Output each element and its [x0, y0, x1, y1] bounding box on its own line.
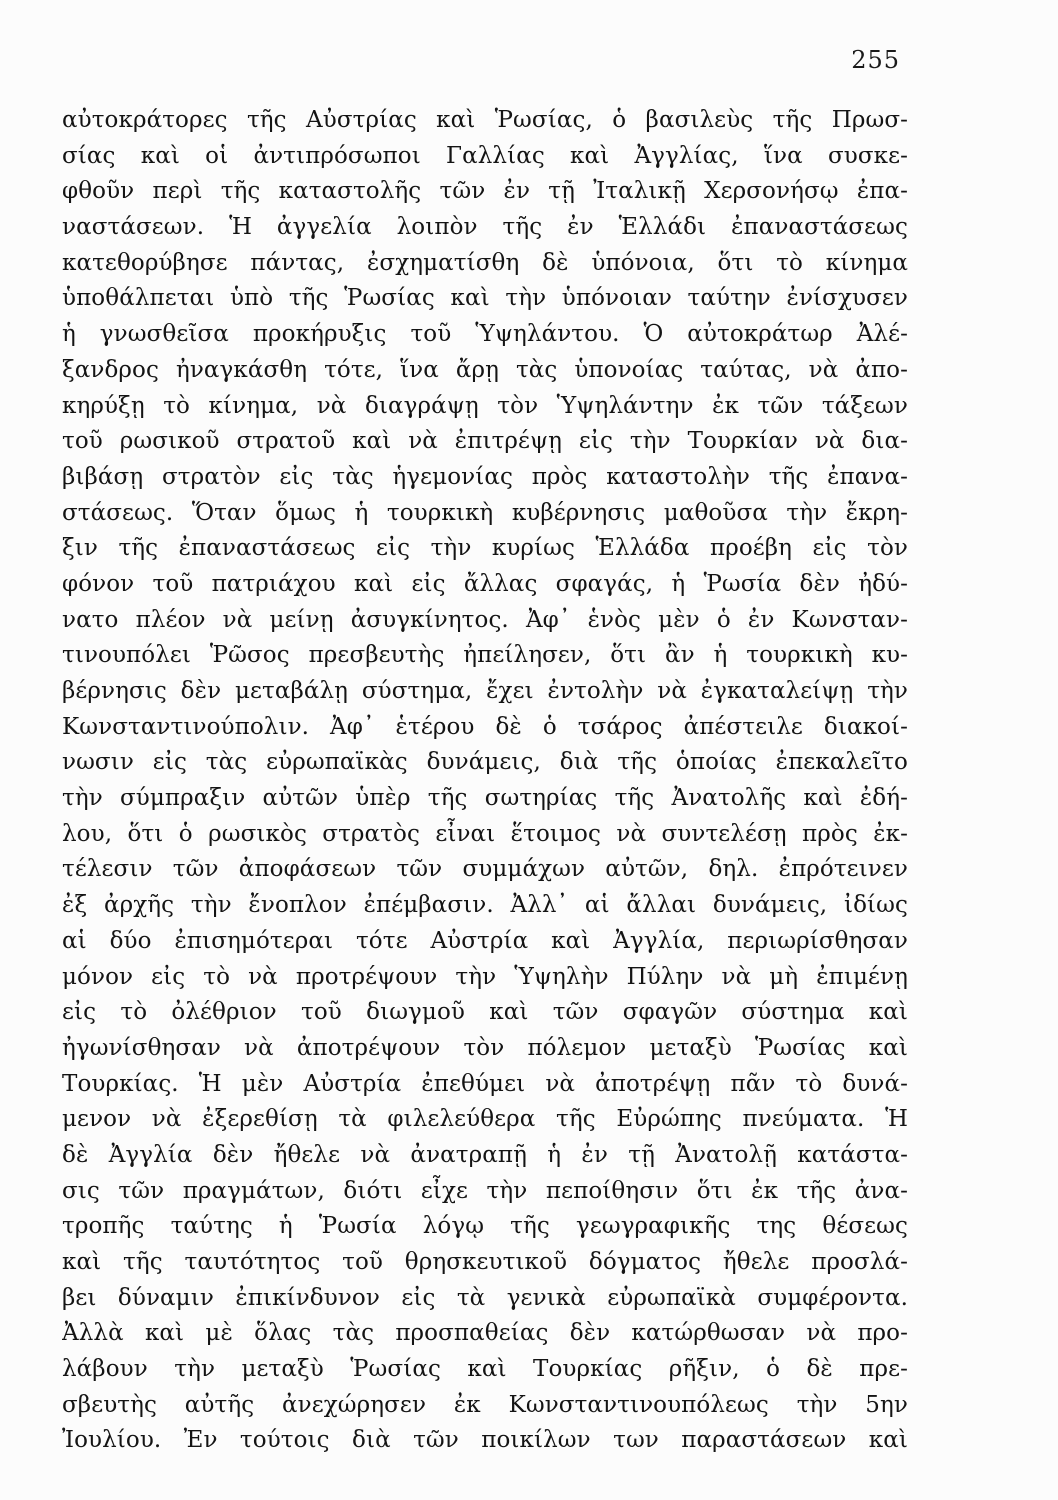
- text-line: εἰς τὸ ὀλέθριον τοῦ διωγμοῦ καὶ τῶν σφαγῶν σύστημα καὶ: [62, 999, 908, 1026]
- text-line: ἡ γνωσθεῖσα προκήρυξις τοῦ Ὑψηλάντου. Ὁ αὐτοκράτωρ Ἀλέ-: [62, 321, 908, 348]
- text-line: ξιν τῆς ἐπαναστάσεως εἰς τὴν κυρίως Ἑλλάδα προέβη εἰς τὸν: [62, 535, 908, 562]
- text-line: μόνον εἰς τὸ νὰ προτρέψουν τὴν Ὑψηλὴν Πύλην νὰ μὴ ἐπιμένῃ: [62, 963, 908, 990]
- text-line: στάσεως. Ὅταν ὅμως ἡ τουρκικὴ κυβέρνησις μαθοῦσα τὴν ἔκρη-: [62, 499, 908, 526]
- text-line: βει δύναμιν ἐπικίνδυνον εἰς τὰ γενικὰ εὐρωπαϊκὰ συμφέροντα.: [62, 1284, 908, 1311]
- text-line: Ἀλλὰ καὶ μὲ ὅλας τὰς προσπαθείας δὲν κατώρθωσαν νὰ προ-: [62, 1320, 908, 1347]
- text-line: Τουρκίας. Ἡ μὲν Αὐστρία ἐπεθύμει νὰ ἀποτρέψῃ πᾶν τὸ δυνά-: [62, 1070, 908, 1097]
- text-line: τὴν σύμπραξιν αὐτῶν ὑπὲρ τῆς σωτηρίας τῆς Ἀνατολῆς καὶ ἐδή-: [62, 785, 908, 812]
- text-line: βιβάσῃ στρατὸν εἰς τὰς ἡγεμονίας πρὸς καταστολὴν τῆς ἐπανα-: [62, 463, 908, 490]
- text-line: δὲ Ἀγγλία δὲν ἤθελε νὰ ἀνατραπῇ ἡ ἐν τῇ Ἀνατολῇ κατάστα-: [62, 1141, 908, 1168]
- text-line: αὐτοκράτορες τῆς Αὐστρίας καὶ Ῥωσίας, ὁ βασιλεὺς τῆς Πρωσ-: [62, 107, 908, 133]
- text-line: ξανδρος ἠναγκάσθη τότε, ἵνα ἄρῃ τὰς ὑπονοίας ταύτας, νὰ ἀπο-: [62, 356, 908, 383]
- text-line: κηρύξῃ τὸ κίνημα, νὰ διαγράψῃ τὸν Ὑψηλάντην ἐκ τῶν τάξεων: [62, 392, 908, 419]
- text-line: τροπῆς ταύτης ἡ Ῥωσία λόγῳ τῆς γεωγραφικῆς της θέσεως: [62, 1213, 908, 1240]
- text-line: σίας καὶ οἱ ἀντιπρόσωποι Γαλλίας καὶ Ἀγγλίας, ἵνα συσκε-: [62, 142, 908, 169]
- text-line: κατεθορύβησε πάντας, ἐσχηματίσθη δὲ ὑπόνοια, ὅτι τὸ κίνημα: [62, 249, 908, 276]
- text-line: τοῦ ρωσικοῦ στρατοῦ καὶ νὰ ἐπιτρέψῃ εἰς τὴν Τουρκίαν νὰ δια-: [62, 428, 908, 455]
- text-line: σις τῶν πραγμάτων, διότι εἶχε τὴν πεποίθησιν ὅτι ἐκ τῆς ἀνα-: [62, 1177, 908, 1204]
- text-line: μενον νὰ ἐξερεθίσῃ τὰ φιλελεύθερα τῆς Εὐρώπης πνεύματα. Ἡ: [62, 1106, 908, 1133]
- text-line: τέλεσιν τῶν ἀποφάσεων τῶν συμμάχων αὐτῶν, δηλ. ἐπρότεινεν: [62, 856, 908, 883]
- text-line: Κωνσταντινούπολιν. Ἀφ᾽ ἑτέρου δὲ ὁ τσάρος ἀπέστειλε διακοί-: [62, 713, 908, 740]
- body-text: [62, 103, 908, 1459]
- text-line: νωσιν εἰς τὰς εὐρωπαϊκὰς δυνάμεις, διὰ τῆς ὁποίας ἐπεκαλεῖτο: [62, 749, 908, 776]
- text-line: τινουπόλει Ῥῶσος πρεσβευτὴς ἠπείλησεν, ὅτι ἂν ἡ τουρκικὴ κυ-: [62, 642, 908, 669]
- text-line: νατο πλέον νὰ μείνῃ ἀσυγκίνητος. Ἀφ᾽ ἑνὸς μὲν ὁ ἐν Κωνσταν-: [62, 606, 908, 633]
- text-line: λάβουν τὴν μεταξὺ Ῥωσίας καὶ Τουρκίας ρῆξιν, ὁ δὲ πρε-: [62, 1356, 908, 1383]
- text-line: ναστάσεων. Ἡ ἀγγελία λοιπὸν τῆς ἐν Ἑλλάδι ἐπαναστάσεως: [62, 214, 908, 241]
- text-line: λου, ὅτι ὁ ρωσικὸς στρατὸς εἶναι ἕτοιμος νὰ συντελέσῃ πρὸς ἐκ-: [62, 820, 908, 847]
- text-line: καὶ τῆς ταυτότητος τοῦ θρησκευτικοῦ δόγματος ἤθελε προσλά-: [62, 1249, 908, 1275]
- text-line: ἐξ ἀρχῆς τὴν ἔνοπλον ἐπέμβασιν. Ἀλλ᾽ αἱ ἄλλαι δυνάμεις, ἰδίως: [62, 892, 908, 919]
- text-line: βέρνησις δὲν μεταβάλῃ σύστημα, ἔχει ἐντολὴν νὰ ἐγκαταλείψῃ τὴν: [62, 678, 908, 704]
- text-line: σβευτὴς αὐτῆς ἀνεχώρησεν ἐκ Κωνσταντινουπόλεως τὴν 5ην: [62, 1391, 908, 1418]
- text-line: φόνον τοῦ πατριάχου καὶ εἰς ἄλλας σφαγάς, ἡ Ῥωσία δὲν ἠδύ-: [62, 570, 908, 597]
- text-line: ὑποθάλπεται ὑπὸ τῆς Ῥωσίας καὶ τὴν ὑπόνοιαν ταύτην ἐνίσχυσεν: [62, 285, 908, 312]
- text-line: αἱ δύο ἐπισημότεραι τότε Αὐστρία καὶ Ἀγγλία, περιωρίσθησαν: [62, 927, 908, 954]
- text-line: ἠγωνίσθησαν νὰ ἀποτρέψουν τὸν πόλεμον μεταξὺ Ῥωσίας καὶ: [62, 1034, 908, 1061]
- text-line: Ἰουλίου. Ἐν τούτοις διὰ τῶν ποικίλων των παραστάσεων καὶ: [62, 1427, 908, 1454]
- text-line: φθοῦν περὶ τῆς καταστολῆς τῶν ἐν τῇ Ἰταλικῇ Χερσονήσῳ ἐπα-: [62, 178, 908, 205]
- page-number: 255: [851, 46, 900, 74]
